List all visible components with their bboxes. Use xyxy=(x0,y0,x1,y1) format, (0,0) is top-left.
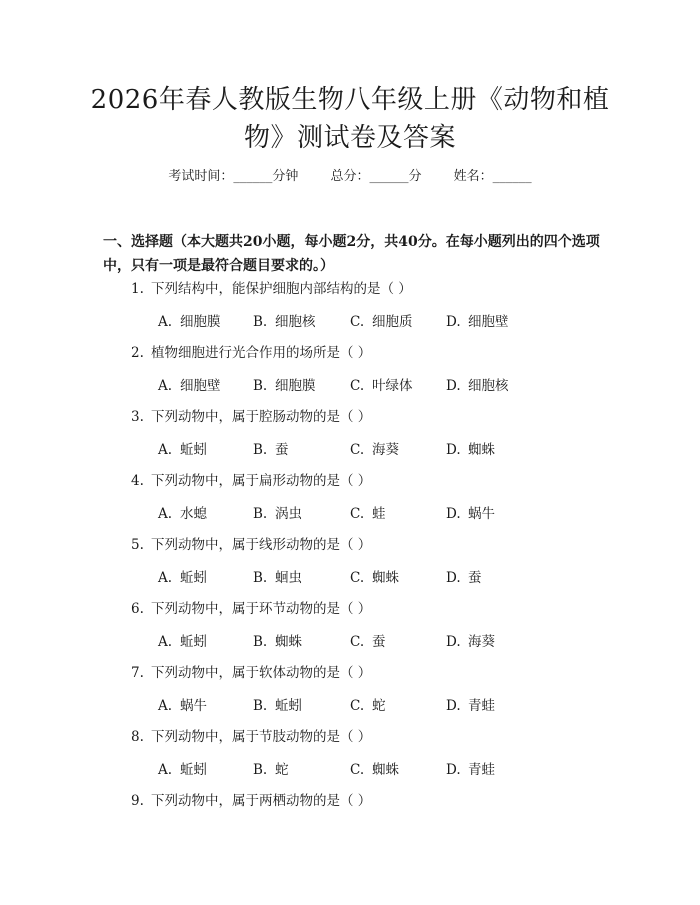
option-letter: C. xyxy=(350,378,365,394)
option-text: 蚯蚓 xyxy=(180,570,207,586)
option-letter: A. xyxy=(158,570,173,586)
student-name: 姓名：______ xyxy=(453,169,532,184)
option-text: 细胞核 xyxy=(468,378,509,394)
question-stem xyxy=(131,599,371,619)
question-text: 下列动物中，属于腔肠动物的是（ ） xyxy=(151,409,372,425)
option-text: 海葵 xyxy=(468,634,495,650)
option-letter: D. xyxy=(446,698,461,714)
option-text: 海葵 xyxy=(372,442,399,458)
question-stem xyxy=(131,343,371,363)
option-a xyxy=(158,568,207,588)
option-text: 细胞膜 xyxy=(275,378,316,394)
option-letter: B. xyxy=(253,762,268,778)
option-text: 青蛙 xyxy=(468,698,495,714)
question-text: 下列动物中，属于扁形动物的是（ ） xyxy=(151,473,372,489)
option-text: 蜗牛 xyxy=(468,506,495,522)
question-stem xyxy=(131,471,371,491)
option-letter: C. xyxy=(350,506,365,522)
question-stem xyxy=(131,791,371,811)
option-b xyxy=(253,632,302,652)
option-c xyxy=(350,632,386,652)
option-text: 蚯蚓 xyxy=(180,762,207,778)
option-text: 蚕 xyxy=(468,570,482,586)
option-text: 叶绿体 xyxy=(372,378,413,394)
question-number: 1. xyxy=(131,281,144,297)
option-letter: D. xyxy=(446,442,461,458)
option-text: 涡虫 xyxy=(275,506,302,522)
option-letter: C. xyxy=(350,698,365,714)
option-letter: B. xyxy=(253,570,268,586)
question-number: 3. xyxy=(131,409,144,425)
question-number: 5. xyxy=(131,537,144,553)
option-text: 细胞质 xyxy=(372,314,413,330)
question-number: 7. xyxy=(131,665,144,681)
question-stem xyxy=(131,279,412,299)
option-letter: D. xyxy=(446,634,461,650)
page-title-line-1: 2026年春人教版生物八年级上册《动物和植 xyxy=(90,85,610,115)
option-letter: C. xyxy=(350,442,365,458)
option-text: 蚕 xyxy=(275,442,289,458)
option-letter: C. xyxy=(350,762,365,778)
option-d xyxy=(446,376,509,396)
option-c xyxy=(350,696,386,716)
option-letter: C. xyxy=(350,570,365,586)
option-a xyxy=(158,376,221,396)
question-number: 2. xyxy=(131,345,144,361)
option-text: 青蛙 xyxy=(468,762,495,778)
option-letter: B. xyxy=(253,442,268,458)
question-stem xyxy=(131,727,371,747)
option-text: 细胞核 xyxy=(275,314,316,330)
option-c xyxy=(350,504,386,524)
option-b xyxy=(253,568,302,588)
option-c xyxy=(350,760,399,780)
option-d xyxy=(446,504,495,524)
option-text: 蛇 xyxy=(275,762,289,778)
option-text: 蚯蚓 xyxy=(275,698,302,714)
option-letter: B. xyxy=(253,698,268,714)
option-text: 蚯蚓 xyxy=(180,634,207,650)
option-a xyxy=(158,696,207,716)
option-b xyxy=(253,440,289,460)
exam-total-score: 总分：______分 xyxy=(330,169,422,184)
option-text: 蜘蛛 xyxy=(372,570,399,586)
option-c xyxy=(350,568,399,588)
option-letter: A. xyxy=(158,442,173,458)
option-text: 细胞壁 xyxy=(468,314,509,330)
option-text: 蜘蛛 xyxy=(372,762,399,778)
option-b xyxy=(253,504,302,524)
option-a xyxy=(158,760,207,780)
option-text: 蚯蚓 xyxy=(180,442,207,458)
question-text: 下列动物中，属于节肢动物的是（ ） xyxy=(151,729,372,745)
option-text: 水螅 xyxy=(180,506,207,522)
question-number: 8. xyxy=(131,729,144,745)
page-title-line-2: 物》测试卷及答案 xyxy=(243,123,456,153)
option-text: 蛔虫 xyxy=(275,570,302,586)
option-letter: B. xyxy=(253,634,268,650)
question-text: 下列结构中，能保护细胞内部结构的是（ ） xyxy=(151,281,412,297)
option-letter: B. xyxy=(253,506,268,522)
option-letter: A. xyxy=(158,634,173,650)
question-text: 下列动物中，属于软体动物的是（ ） xyxy=(151,665,372,681)
option-text: 蜘蛛 xyxy=(275,634,302,650)
option-d xyxy=(446,568,482,588)
option-letter: C. xyxy=(350,314,365,330)
option-d xyxy=(446,312,509,332)
option-d xyxy=(446,760,495,780)
option-letter: A. xyxy=(158,506,173,522)
option-letter: B. xyxy=(253,378,268,394)
option-letter: D. xyxy=(446,378,461,394)
option-text: 细胞膜 xyxy=(180,314,221,330)
option-d xyxy=(446,440,495,460)
option-c xyxy=(350,312,413,332)
option-letter: B. xyxy=(253,314,268,330)
option-letter: D. xyxy=(446,762,461,778)
section-heading: 一、选择题（本大题共20小题，每小题2分，共40分。在每小题列出的四个选项中，只有一项是最符合题目要求的。） xyxy=(103,234,600,274)
option-letter: A. xyxy=(158,698,173,714)
option-a xyxy=(158,440,207,460)
option-letter: A. xyxy=(158,314,173,330)
question-stem xyxy=(131,407,371,427)
option-c xyxy=(350,440,399,460)
question-text: 植物细胞进行光合作用的场所是（ ） xyxy=(151,345,372,361)
option-letter: D. xyxy=(446,570,461,586)
option-a xyxy=(158,504,207,524)
question-stem xyxy=(131,535,371,555)
question-text: 下列动物中，属于环节动物的是（ ） xyxy=(151,601,372,617)
option-a xyxy=(158,632,207,652)
option-letter: D. xyxy=(446,314,461,330)
question-text: 下列动物中，属于两栖动物的是（ ） xyxy=(151,793,372,809)
option-text: 蛙 xyxy=(372,506,386,522)
question-text: 下列动物中，属于线形动物的是（ ） xyxy=(151,537,372,553)
option-letter: A. xyxy=(158,762,173,778)
option-d xyxy=(446,632,495,652)
exam-info xyxy=(0,168,700,186)
option-text: 蜗牛 xyxy=(180,698,207,714)
option-text: 蜘蛛 xyxy=(468,442,495,458)
question-number: 9. xyxy=(131,793,144,809)
option-letter: D. xyxy=(446,506,461,522)
option-c xyxy=(350,376,413,396)
option-text: 细胞壁 xyxy=(180,378,221,394)
option-b xyxy=(253,312,316,332)
question-number: 4. xyxy=(131,473,144,489)
question-number: 6. xyxy=(131,601,144,617)
option-text: 蚕 xyxy=(372,634,386,650)
option-letter: A. xyxy=(158,378,173,394)
option-text: 蛇 xyxy=(372,698,386,714)
exam-time: 考试时间：______分钟 xyxy=(168,169,299,184)
option-d xyxy=(446,696,495,716)
option-b xyxy=(253,760,289,780)
question-stem xyxy=(131,663,371,683)
option-b xyxy=(253,696,302,716)
option-letter: C. xyxy=(350,634,365,650)
option-a xyxy=(158,312,221,332)
option-b xyxy=(253,376,316,396)
